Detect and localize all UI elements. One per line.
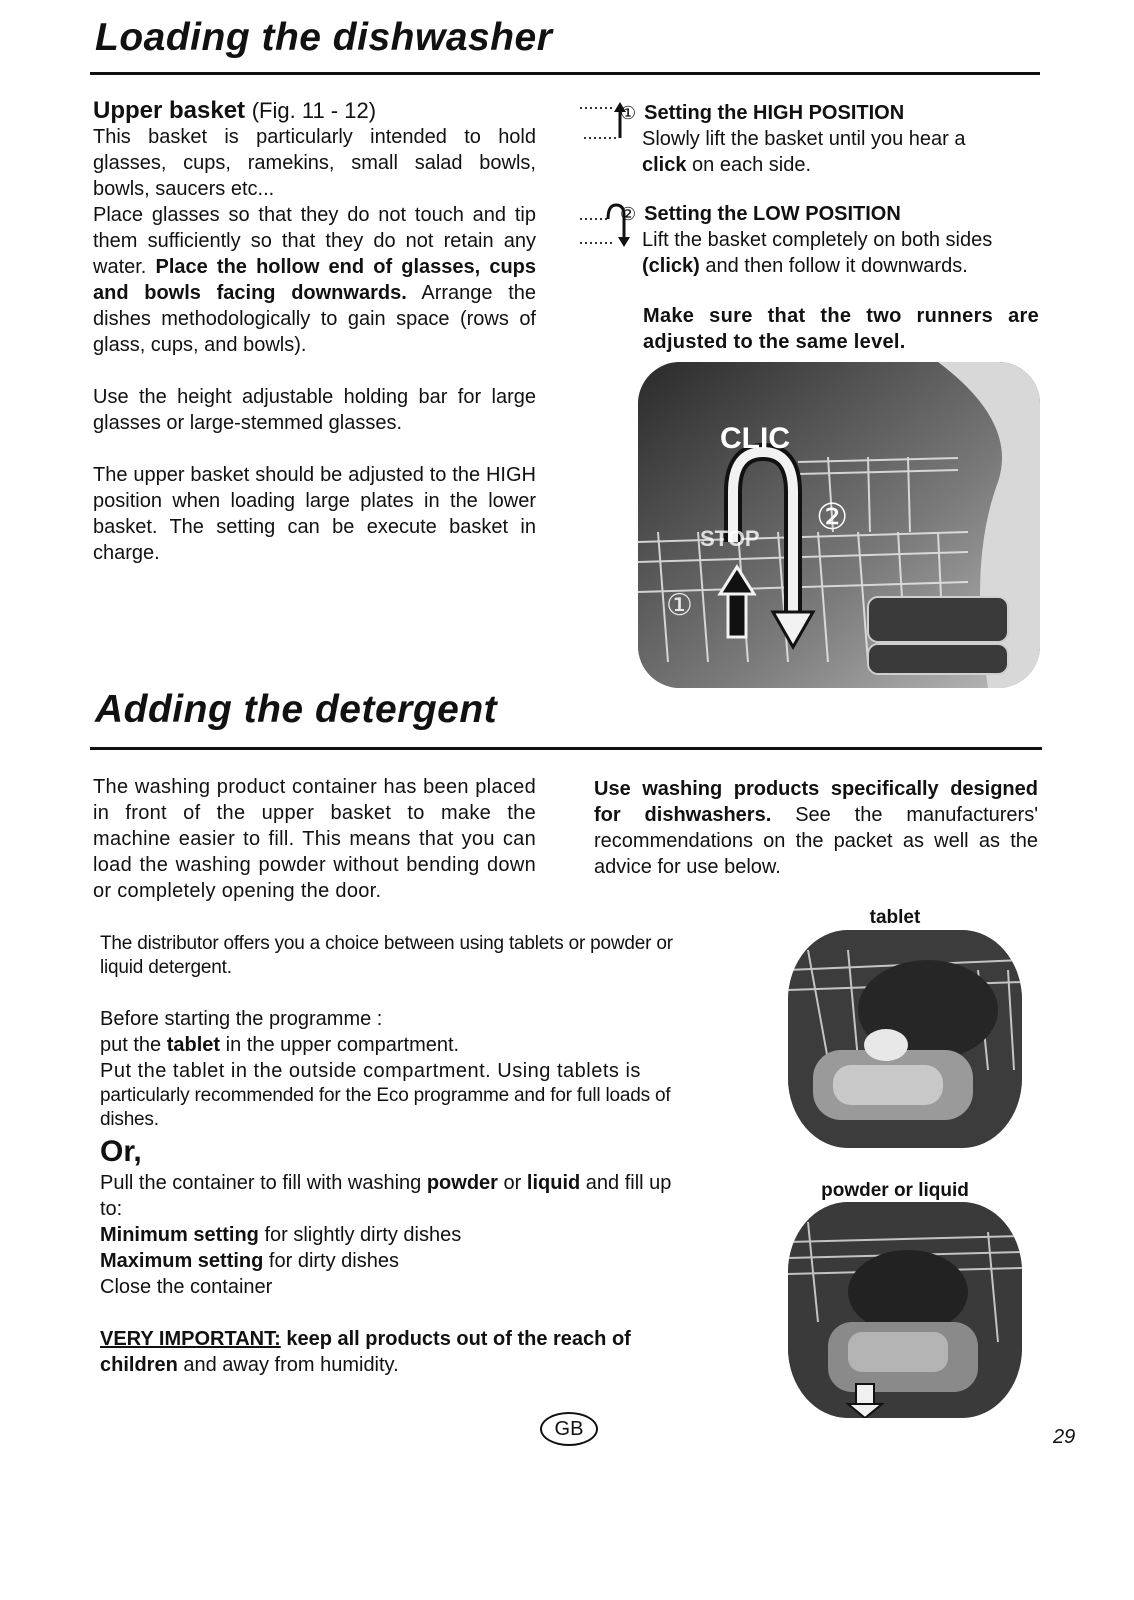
upper-basket-para3: Use the height adjustable holding bar for large glasses or large-stemmed glasses.	[93, 386, 536, 434]
upper-basket-para2	[93, 202, 536, 358]
gb-region-badge	[540, 1412, 598, 1446]
high-text-c: on each side.	[692, 154, 812, 176]
figure-reference: (Fig. 11 - 12)	[251, 98, 377, 123]
high-position-title: Setting the HIGH POSITION	[644, 102, 905, 124]
runners-note: Make sure that the two runners are adjusted to the same level.	[643, 305, 1039, 353]
pull-or: or	[503, 1172, 522, 1194]
step-two-icon: ②	[816, 496, 849, 537]
pull-e: and fill up to:	[100, 1172, 672, 1220]
page-number: 29	[1053, 1426, 1076, 1448]
detergent-intro: The washing product container has been placed in front of the upper basket to make the machine easier to fill. This means that you can load the washing powder without bending down or completely opening the door.	[93, 776, 536, 902]
important-rest: and away from humidity.	[183, 1354, 399, 1376]
put-tablet-text	[100, 1032, 685, 1058]
important-label: VERY IMPORTANT:	[100, 1328, 281, 1350]
step-one-icon: ①	[666, 589, 693, 622]
number-one-icon: ①	[620, 103, 637, 123]
pull-liquid: liquid	[526, 1172, 581, 1194]
pull-powder: powder	[426, 1172, 498, 1194]
title-divider	[90, 72, 1040, 75]
important-bold: keep all products out of the reach of children	[100, 1328, 631, 1376]
para2-text-c: Arrange the dishes methodologically to gain space (rows of glass, cups, and bowls).	[93, 282, 537, 356]
max-rest: for dirty dishes	[268, 1250, 399, 1272]
clic-label: CLIC	[720, 422, 790, 455]
min-bold: Minimum setting	[100, 1224, 259, 1246]
high-text-bold: click	[642, 154, 687, 176]
low-position-heading	[620, 201, 1040, 227]
upper-basket-para1: This basket is particularly intended to hold glasses, cups, ramekins, small salad bowls, bowls, saucers etc...	[93, 126, 536, 200]
basket-adjust-figure	[638, 362, 1040, 688]
upper-basket-section	[93, 98, 536, 566]
tablet-photo-illustration	[788, 930, 1022, 1148]
powder-caption: powder or liquid	[821, 1180, 969, 1201]
powder-photo	[788, 1202, 1022, 1418]
high-position-text	[620, 126, 1040, 178]
put-a: put the	[100, 1034, 162, 1056]
low-position-text	[620, 227, 1040, 279]
min-rest: for slightly dirty dishes	[264, 1224, 462, 1246]
pull-a: Pull the container to fill with washing	[100, 1172, 422, 1194]
low-text-bold: (click)	[642, 255, 700, 277]
high-text-a: Slowly lift the basket until you hear a	[642, 128, 966, 150]
recommended-text: particularly recommended for the Eco programme and for full loads of dishes.	[100, 1085, 671, 1130]
important-warning	[100, 1326, 685, 1378]
minimum-setting-text	[100, 1222, 685, 1248]
powder-photo-illustration	[788, 1202, 1022, 1418]
put-c: in the upper compartment.	[225, 1034, 460, 1056]
advice-rest: See the manufacturers' recommendations on the packet as well as the advice for use below.	[594, 804, 1039, 878]
low-text-c: and then follow it downwards.	[705, 255, 968, 277]
tablet-caption: tablet	[869, 907, 921, 928]
number-two-icon: ②	[620, 204, 637, 224]
detergent-divider	[90, 747, 1042, 750]
page-title: Loading the dishwasher	[95, 16, 553, 59]
or-heading: Or,	[100, 1135, 142, 1168]
tablet-photo	[788, 930, 1022, 1148]
put-bold: tablet	[166, 1034, 221, 1056]
detergent-instructions	[100, 932, 685, 1378]
detergent-advice	[594, 776, 1038, 880]
before-text: Before starting the programme :	[100, 1008, 383, 1030]
distributor-text: The distributor offers you a choice between using tablets or powder or liquid detergent.	[100, 933, 673, 978]
close-text: Close the container	[100, 1276, 273, 1298]
region-code: GB	[554, 1418, 584, 1440]
maximum-setting-text	[100, 1248, 685, 1274]
outside-text: Put the tablet in the outside compartment. Using tablets is	[100, 1060, 641, 1082]
pull-text	[100, 1170, 685, 1222]
detergent-title: Adding the detergent	[95, 688, 498, 731]
para2-text-a: Place glasses so that they do not touch and tip them sufficiently so that they do not retain any water.	[93, 204, 536, 278]
stop-label: STOP	[700, 526, 760, 551]
low-position-title: Setting the LOW POSITION	[644, 203, 901, 225]
high-position-heading	[620, 100, 1040, 126]
upper-basket-label: Upper basket	[93, 97, 246, 124]
upper-basket-para4: The upper basket should be adjusted to the HIGH position when loading large plates in the lower basket. The setting can be execute basket in charge.	[93, 464, 536, 564]
advice-bold: Use washing products specifically designed for dishwashers.	[594, 778, 1038, 826]
max-bold: Maximum setting	[100, 1250, 264, 1272]
upper-basket-heading	[93, 98, 536, 124]
low-text-a: Lift the basket completely on both sides	[642, 229, 993, 251]
para2-bold: Place the hollow end of glasses, cups and bowls facing downwards.	[93, 256, 537, 304]
